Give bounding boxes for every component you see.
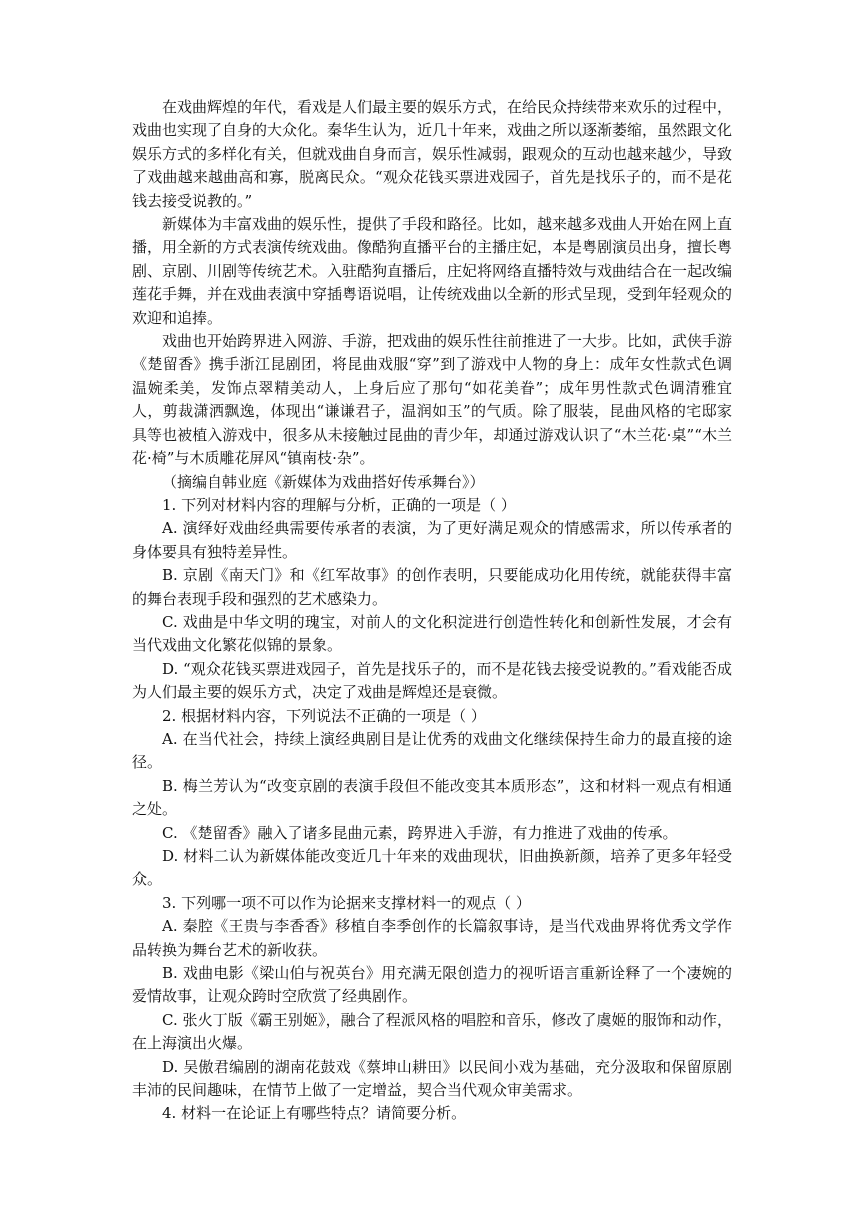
question-option: B. 戏曲电影《梁山伯与祝英台》用充满无限创造力的视听语言重新诠释了一个凄婉的爱情故事，让观众跨时空欣赏了经典剧作。	[132, 964, 732, 1006]
question-option: D. “观众花钱买票进戏园子，首先是找乐子的，而不是花钱去接受说教的。”看戏能否成为人们最主要的娱乐方式，决定了戏曲是辉煌还是衰微。	[132, 659, 732, 702]
question-option: A. 演绎好戏曲经典需要传承者的表演，为了更好满足观众的情感需求，所以传承者的身体要具有独特差异性。	[132, 519, 732, 561]
question-stem: 1. 下列对材料内容的理解与分析，正确的一项是（ ）	[162, 495, 516, 514]
question-option: C. 《楚留香》融入了诸多昆曲元素，跨界进入手游，有力推进了戏曲的传承。	[162, 823, 678, 842]
question-option: B. 京剧《南天门》和《红军故事》的创作表明，只要能成功化用传统，就能获得丰富的舞台表现手段和强烈的艺术感染力。	[132, 566, 732, 608]
question-option: A. 秦腔《王贵与李香香》移植自李季创作的长篇叙事诗，是当代戏曲界将优秀文学作品转换为舞台艺术的新收获。	[132, 917, 732, 959]
source-citation: （摘编自韩业庭《新媒体为戏曲搭好传承舞台》）	[162, 472, 485, 491]
article-paragraph: 在戏曲辉煌的年代，看戏是人们最主要的娱乐方式，在给民众持续带来欢乐的过程中，戏曲也实现了自身的大众化。秦华生认为，近几十年来，戏曲之所以逐渐萎缩，虽然跟文化娱乐方式的多样化有关，但就戏曲自身而言，娱乐性减弱，跟观众的互动也越来越少，导致了戏曲越来越曲高和寡，脱离民众。“观众花钱买票进戏园子，首先是找乐子的，而不是花钱去接受说教的。”	[132, 98, 733, 210]
question-option: C. 张火丁版《霸王别姬》，融合了程派风格的唱腔和音乐，修改了虞姬的服饰和动作，在上海演出火爆。	[132, 1010, 732, 1053]
question-option: D. 材料二认为新媒体能改变近几十年来的戏曲现状，旧曲换新颜，培养了更多年轻受众。	[132, 847, 732, 889]
question-option: D. 吴傲君编剧的湖南花鼓戏《蔡坤山耕田》以民间小戏为基础，充分汲取和保留原剧丰沛的民间趣味，在情节上做了一定增益，契合当代观众审美需求。	[132, 1057, 732, 1100]
document-body	[132, 96, 732, 1126]
question-option: A. 在当代社会，持续上演经典剧目是让优秀的戏曲文化继续保持生命力的最直接的途径。	[132, 729, 732, 772]
question-stem: 4. 材料一在论证上有哪些特点？请简要分析。	[162, 1104, 467, 1123]
question-option: B. 梅兰芳认为“改变京剧的表演手段但不能改变其本质形态”，这和材料一观点有相通之处。	[132, 776, 732, 819]
article-paragraph: 新媒体为丰富戏曲的娱乐性，提供了手段和路径。比如，越来越多戏曲人开始在网上直播，用全新的方式表演传统戏曲。像酷狗直播平台的主播庄妃，本是粤剧演员出身，擅长粤剧、京剧、川剧等传统艺术。入驻酷狗直播后，庄妃将网络直播特效与戏曲结合在一起改编莲花手舞，并在戏曲表演中穿插粤语说唱，让传统戏曲以全新的形式呈现，受到年轻观众的欢迎和追捧。	[132, 215, 733, 327]
question-stem: 2. 根据材料内容，下列说法不正确的一项是（ ）	[162, 706, 486, 725]
question-stem: 3. 下列哪一项不可以作为论据来支撑材料一的观点（ ）	[162, 893, 531, 912]
question-option: C. 戏曲是中华文明的瑰宝，对前人的文化积淀进行创造性转化和创新性发展，才会有当代戏曲文化繁花似锦的景象。	[132, 612, 732, 655]
article-paragraph: 戏曲也开始跨界进入网游、手游，把戏曲的娱乐性往前推进了一大步。比如，武侠手游《楚留香》携手浙江昆剧团，将昆曲戏服“穿”到了游戏中人物的身上：成年女性款式色调温婉柔美，发饰点翠精美动人，上身后应了那句“如花美眷”；成年男性款式色调清雅宜人，剪裁潇洒飘逸，体现出“谦谦君子，温润如玉”的气质。除了服装，昆曲风格的宅邸家具等也被植入游戏中，很多从未接触过昆曲的青少年，却通过游戏认识了“木兰花·桌”“木兰花·椅”与木质雕花屏风“镇南枝·杂”。	[132, 332, 733, 468]
